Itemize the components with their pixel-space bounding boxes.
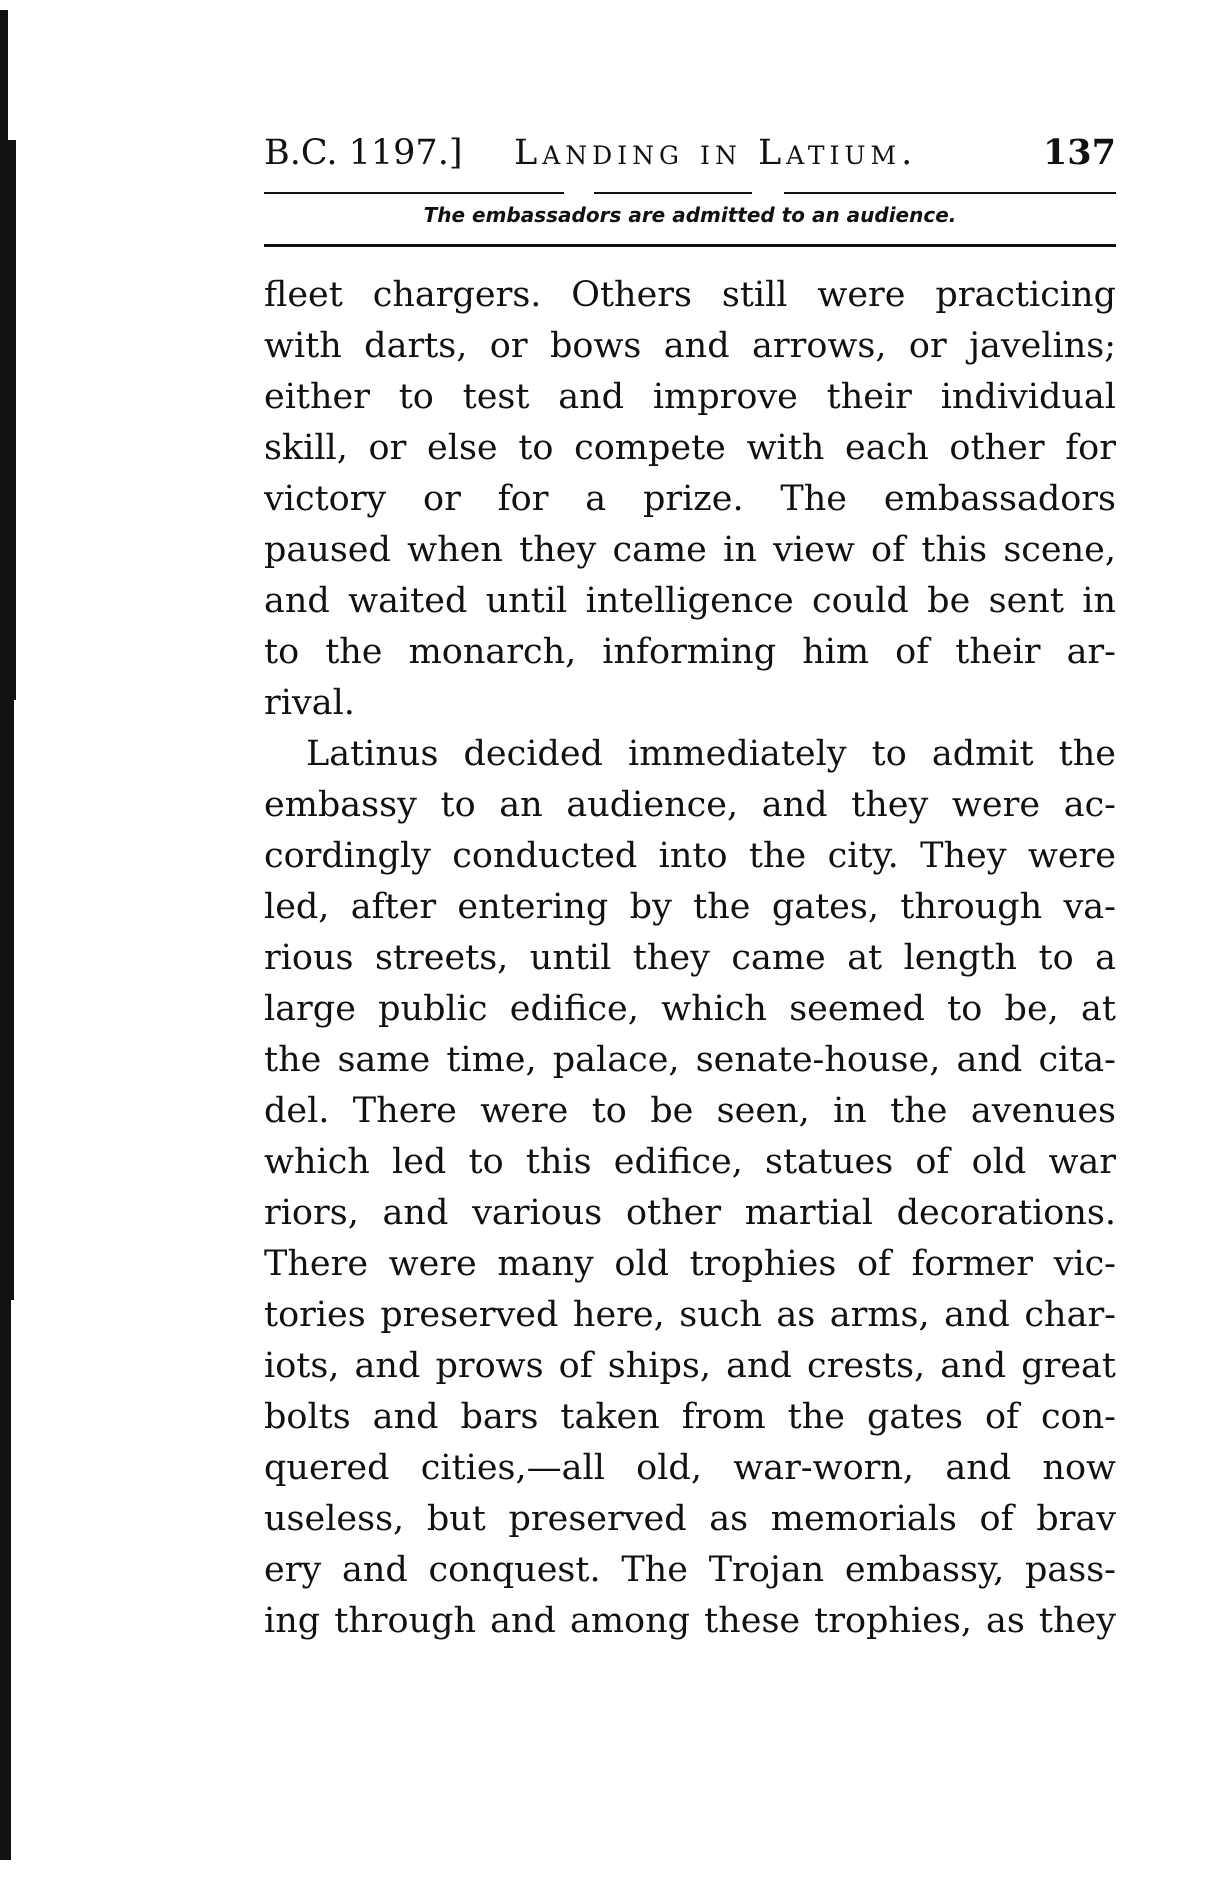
text-line: with darts, or bows and arrows, or javelins; <box>264 326 1116 366</box>
text-line: tories preserved here, such as arms, and char- <box>264 1295 1116 1335</box>
text-line: riors, and various other martial decorations. <box>264 1193 1116 1233</box>
text-line: which led to this edifice, statues of old war <box>264 1142 1116 1182</box>
text-line: fleet chargers. Others still were practicing <box>264 275 1116 315</box>
text-line: the same time, palace, senate-house, and cita- <box>264 1040 1116 1080</box>
page-binding-edge <box>0 0 22 1889</box>
text-line: useless, but preserved as memorials of brav <box>264 1499 1116 1539</box>
paragraph <box>264 729 1116 1647</box>
page-number: 137 <box>1042 132 1116 173</box>
text-line: iots, and prows of ships, and crests, and great <box>264 1346 1116 1386</box>
text-line: rious streets, until they came at length to a <box>264 938 1116 978</box>
binding-shadow <box>0 140 16 700</box>
text-line: to the monarch, informing him of their ar- <box>264 632 1116 672</box>
text-line: victory or for a prize. The embassadors <box>264 479 1116 519</box>
text-line: either to test and improve their individual <box>264 377 1116 417</box>
body-text <box>264 270 1116 1647</box>
header-rule <box>264 192 564 194</box>
header-rule <box>784 192 1116 194</box>
text-line: quered cities,—all old, war-worn, and now <box>264 1448 1116 1488</box>
text-line: del. There were to be seen, in the avenues <box>264 1091 1116 1131</box>
section-subheading: The embassadors are admitted to an audience. <box>423 203 957 227</box>
text-line: embassy to an audience, and they were ac- <box>264 785 1116 825</box>
text-line: large public edifice, which seemed to be, at <box>264 989 1116 1029</box>
running-head-title: Landing in Latium. <box>514 133 918 173</box>
text-line: led, after entering by the gates, through va- <box>264 887 1116 927</box>
running-head <box>264 128 1116 178</box>
header-rule <box>594 192 752 194</box>
text-line: There were many old trophies of former vic- <box>264 1244 1116 1284</box>
text-line: ing through and among these trophies, as they <box>264 1601 1116 1641</box>
text-line: skill, or else to compete with each other for <box>264 428 1116 468</box>
paragraph <box>264 270 1116 729</box>
subheading-rule <box>264 244 1116 247</box>
text-line: and waited until intelligence could be sent in <box>264 581 1116 621</box>
text-line: bolts and bars taken from the gates of con- <box>264 1397 1116 1437</box>
text-line: paused when they came in view of this scene, <box>264 530 1116 570</box>
binding-shadow <box>0 10 8 140</box>
text-line: cordingly conducted into the city. They were <box>264 836 1116 876</box>
text-line: rival. <box>264 683 355 723</box>
running-head-date: B.C. 1197.] <box>264 133 463 173</box>
binding-shadow <box>0 1300 11 1860</box>
text-line: Latinus decided immediately to admit the <box>306 734 1116 774</box>
binding-shadow <box>0 700 14 1300</box>
text-line: ery and conquest. The Trojan embassy, pass- <box>264 1550 1116 1590</box>
